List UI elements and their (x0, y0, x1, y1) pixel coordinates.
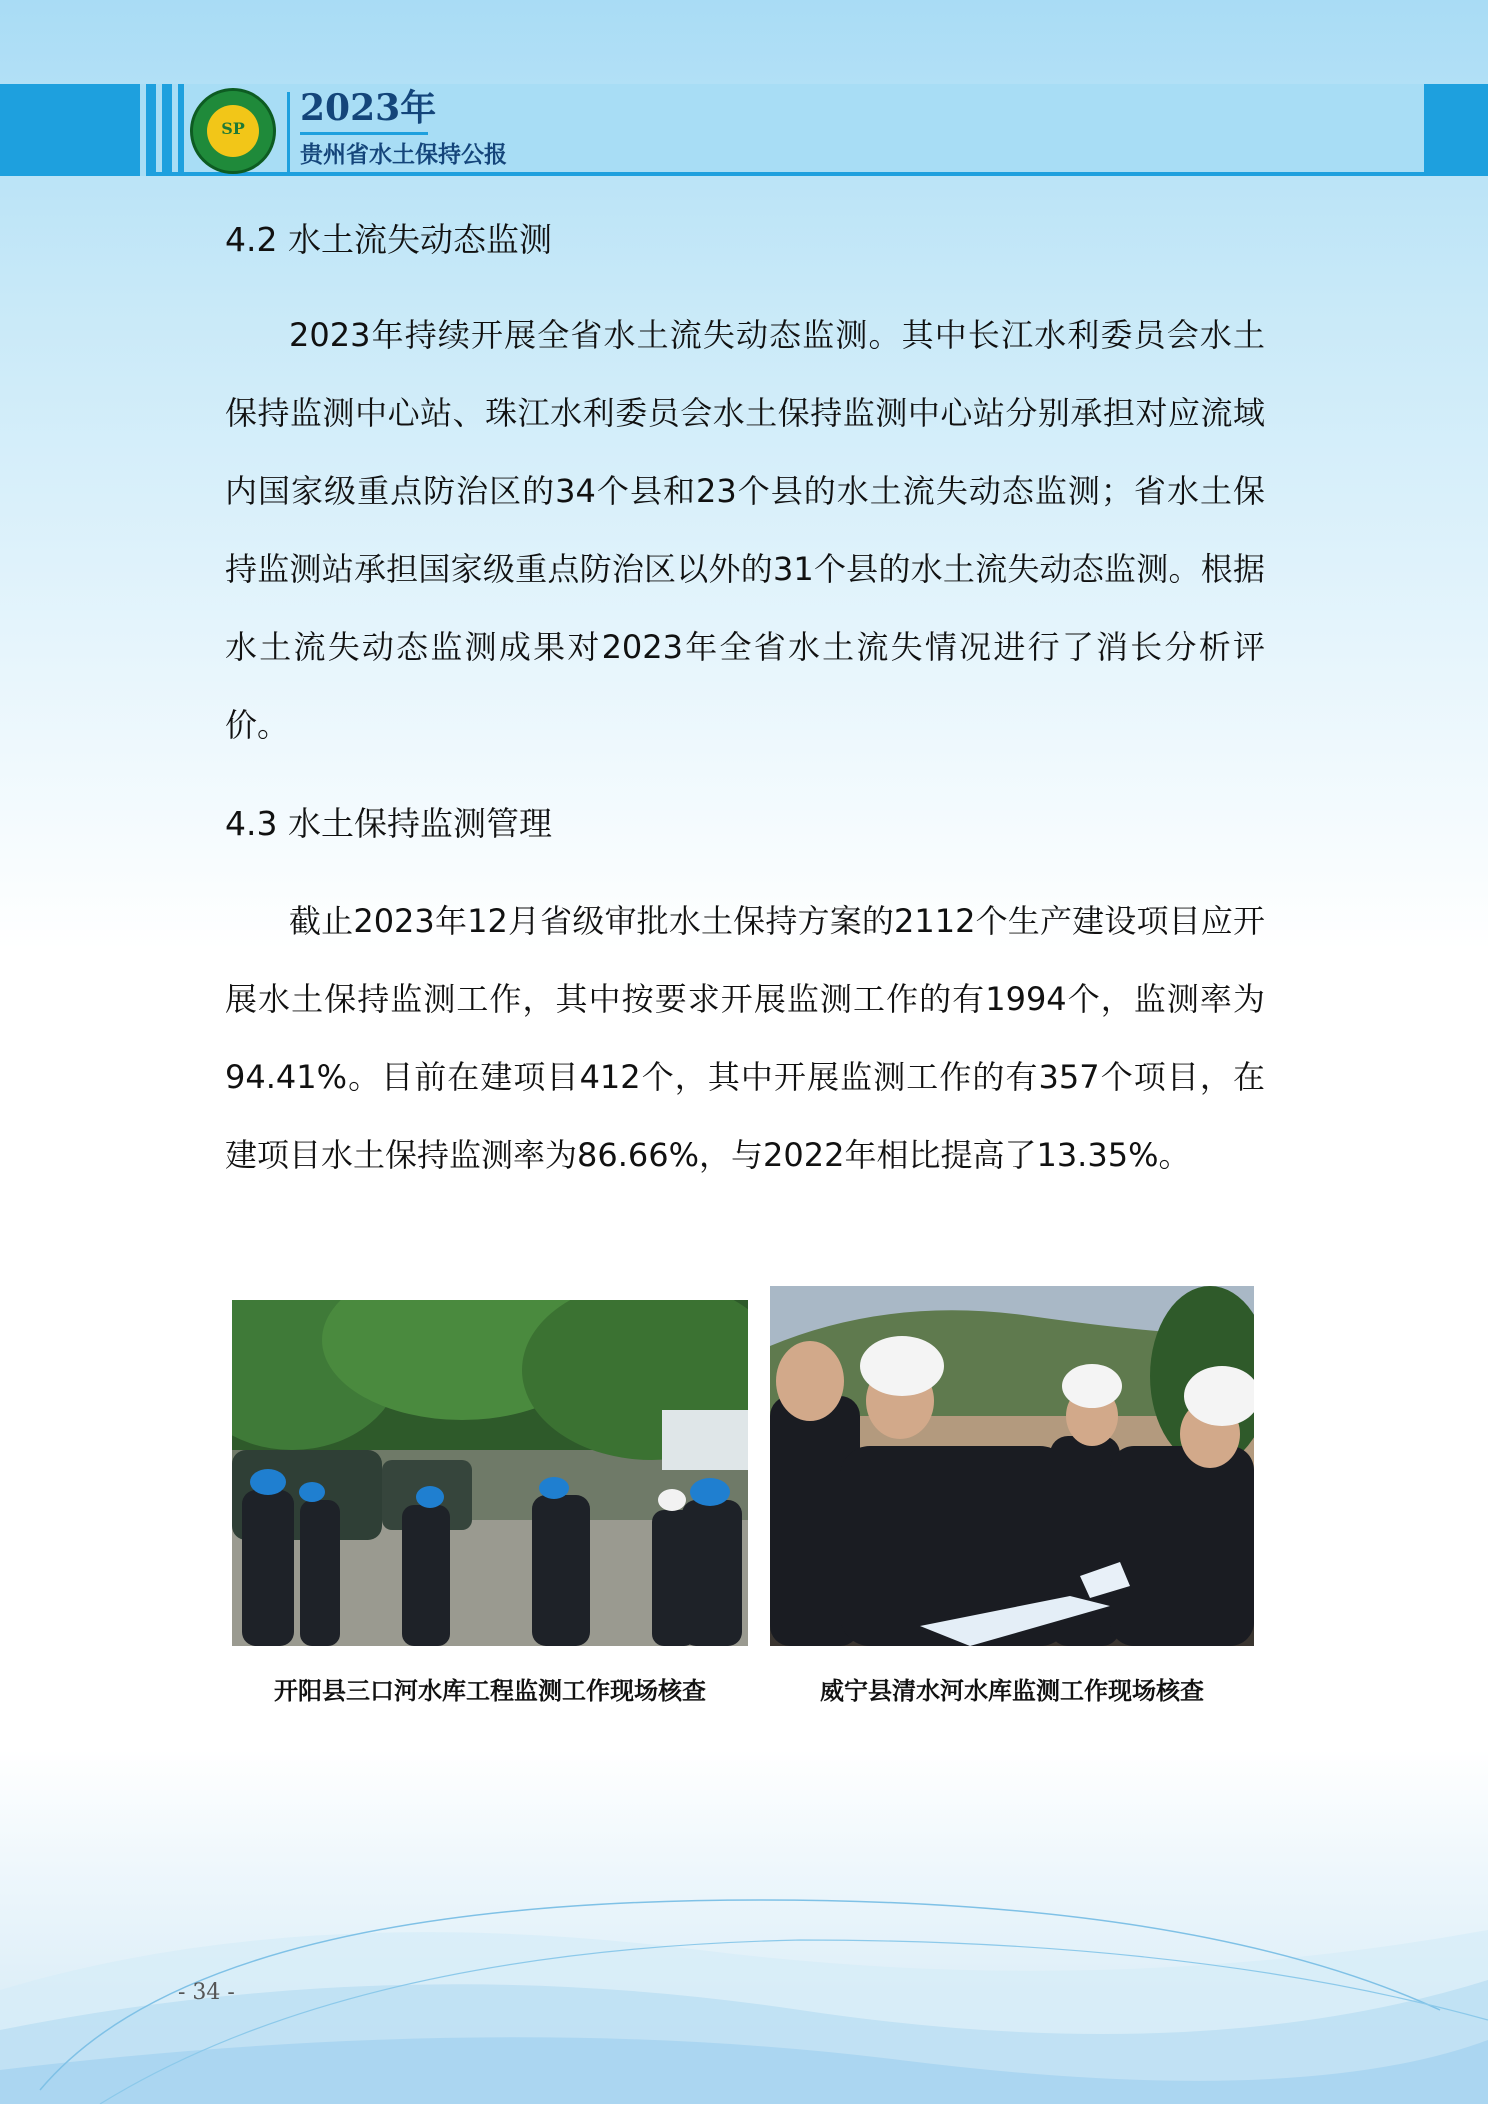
section-heading-4-3: 4.3 水土保持监测管理 (225, 804, 552, 843)
header-band-left-block (0, 84, 140, 176)
photo-caption-weining: 威宁县清水河水库监测工作现场核查 (820, 1677, 1204, 1705)
section-paragraph-4-2: 2023年持续开展全省水土流失动态监测。其中长江水利委员会水土保持监测中心站、珠江水利委员会水土保持监测中心站分别承担对应流域内国家级重点防治区的34个县和23个县的水土流失动态监测；省水土保持监测站承担国家级重点防治区以外的31个县的水土流失动态监测。根据水土流失动态监测成果对2023年全省水土流失情况进行了消长分析评价。 (225, 316, 1265, 744)
photo-caption-kaiyang: 开阳县三口河水库工程监测工作现场核查 (274, 1677, 706, 1705)
report-year: 2023年 (300, 87, 437, 129)
header-divider (287, 92, 290, 172)
site-inspection-photo-weining (770, 1286, 1254, 1646)
header-band-right-block (1424, 84, 1488, 176)
header-stripe (178, 84, 184, 176)
soil-conservation-logo-icon: SP (190, 88, 276, 174)
header-underline (150, 172, 1424, 176)
section-heading-4-2: 4.2 水土流失动态监测 (225, 220, 552, 259)
site-inspection-photo-kaiyang (232, 1300, 748, 1646)
header-stripe (146, 84, 156, 176)
report-title: 贵州省水土保持公报 (300, 141, 507, 168)
page-number: - 34 - (178, 1980, 235, 2005)
header-stripe (162, 84, 172, 176)
section-paragraph-4-3: 截止2023年12月省级审批水土保持方案的2112个生产建设项目应开展水土保持监测工作，其中按要求开展监测工作的有1994个，监测率为94.41%。目前在建项目412个，其中开展监测工作的有357个项目，在建项目水土保持监测率为86.66%，与2022年相比提高了13.35%。 (225, 902, 1265, 1174)
report-year-underline (300, 132, 428, 135)
